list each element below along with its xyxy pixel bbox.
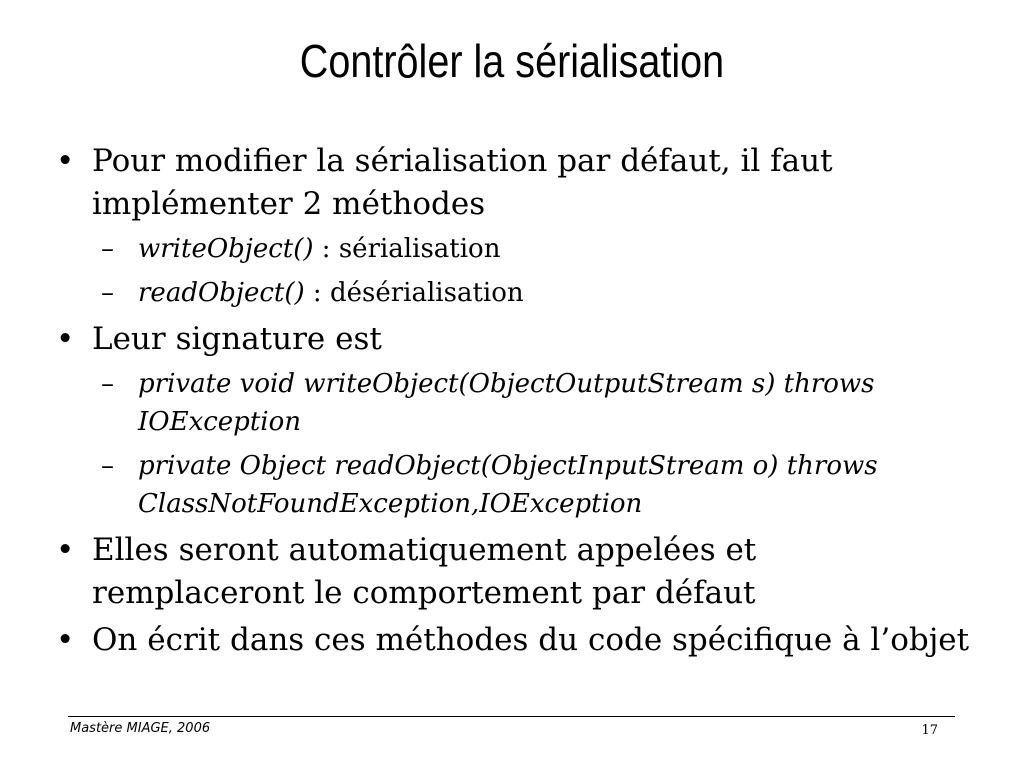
sub-bullet-item — [101, 365, 976, 441]
bullet-icon: • — [56, 532, 75, 568]
method-signature: private Object readObject(ObjectInputStream o) throws ClassNotFoundException,IOException — [138, 451, 878, 519]
footer-course-label: Mastère MIAGE, 2006 — [70, 721, 211, 736]
bullet-text: Pour modifier la sérialisation par défaut, il faut implémenter 2 méthodes — [92, 143, 833, 222]
sub-bullet-item — [101, 447, 976, 523]
bullet-item — [56, 318, 976, 361]
footer-divider — [68, 716, 955, 717]
dash-icon: – — [101, 451, 114, 481]
sub-bullet-item — [101, 230, 976, 268]
bullet-icon: • — [56, 622, 75, 658]
page-number: 17 — [921, 723, 938, 738]
bullet-icon: • — [56, 321, 75, 357]
bullet-icon: • — [56, 143, 75, 179]
method-signature: private void writeObject(ObjectOutputStream s) throws IOException — [138, 369, 875, 437]
method-name: readObject() — [138, 278, 305, 308]
bullet-item — [56, 529, 976, 615]
dash-icon: – — [101, 278, 114, 308]
slide-title: Contrôler la sérialisation — [299, 35, 725, 87]
dash-icon: – — [101, 369, 114, 399]
bullet-text: Leur signature est — [92, 321, 382, 357]
sub-bullet-item — [101, 274, 976, 312]
sub-bullet-text: : sérialisation — [313, 234, 501, 264]
bullet-text: On écrit dans ces méthodes du code spécifique à l’objet — [92, 622, 970, 658]
method-name: writeObject() — [138, 234, 314, 264]
dash-icon: – — [101, 234, 114, 264]
bullet-item — [56, 140, 976, 226]
bullet-text: Elles seront automatiquement appelées et remplaceront le comportement par défaut — [92, 532, 757, 611]
sub-bullet-text: : désérialisation — [304, 278, 524, 308]
bullet-item — [56, 619, 976, 662]
slide-body — [56, 140, 976, 666]
